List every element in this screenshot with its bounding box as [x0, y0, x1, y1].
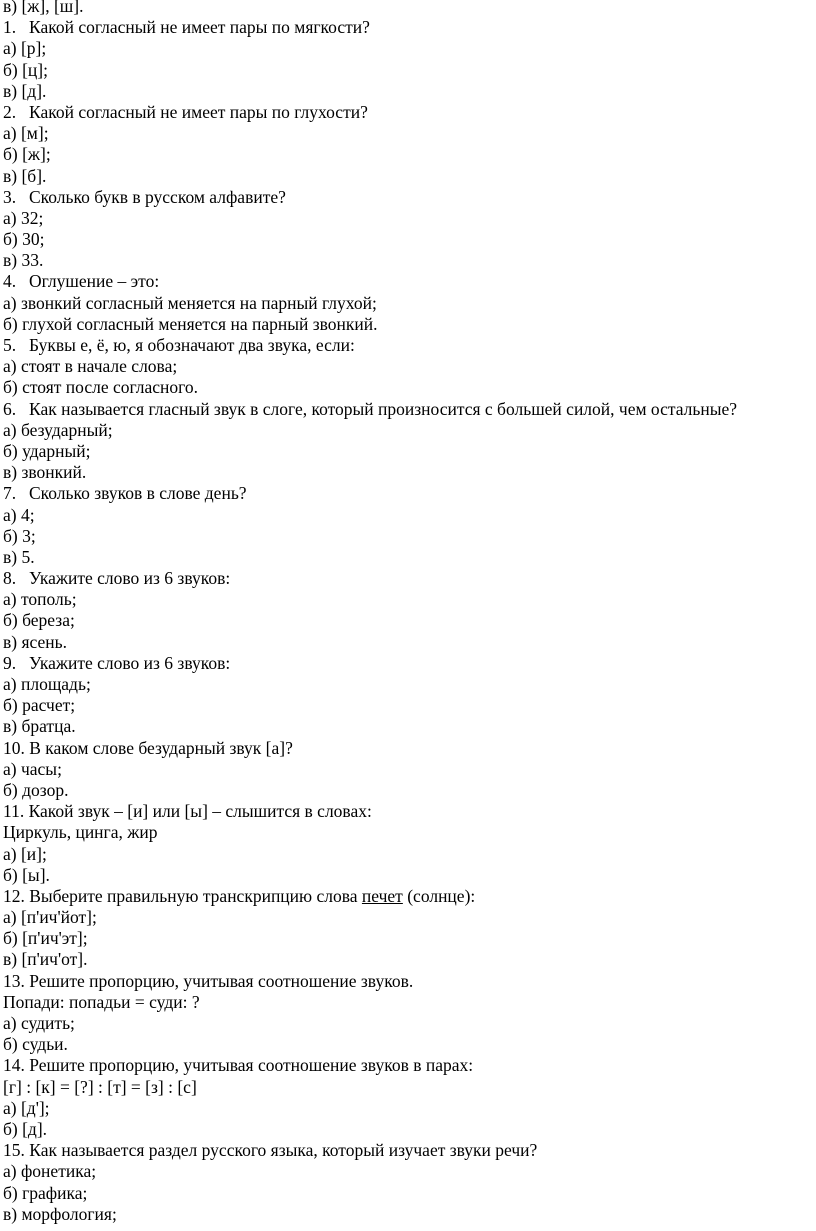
question-line [0, 568, 816, 589]
question-number: 1. [3, 17, 17, 38]
question-text: Какой согласный не имеет пары по глухости? [29, 101, 368, 122]
text-line: 15. Как называется раздел русского языка, который изучает звуки речи? [3, 1140, 538, 1161]
text-line: в) 33. [3, 250, 44, 271]
question-line [0, 102, 816, 123]
question-line [0, 483, 816, 504]
question-text: Укажите слово из 6 звуков: [29, 568, 231, 589]
question-line [0, 886, 816, 907]
text-line: в) звонкий. [3, 462, 87, 483]
question-text: 12. Выберите правильную транскрипцию слова [3, 885, 362, 906]
question-text-tail: (солнце): [402, 885, 476, 906]
text-line: а) 4; [3, 504, 35, 525]
text-line: Попади: попадьи = суди: ? [3, 991, 200, 1012]
text-line: б) стоят после согласного. [3, 377, 199, 398]
text-line: в) [п'ич'от]. [3, 949, 88, 970]
text-line: в) ясень. [3, 631, 67, 652]
question-text: Буквы е, ё, ю, я обозначают два звука, если: [29, 335, 355, 355]
question-number: 9. [3, 652, 17, 673]
text-line: б) [ж]; [3, 144, 51, 165]
question-line [0, 17, 816, 38]
text-line: а) судить; [3, 1013, 75, 1033]
text-line: а) [р]; [3, 38, 47, 59]
underlined-word: печет [361, 885, 403, 906]
question-line [0, 399, 816, 420]
text-line: б) судьи. [3, 1034, 68, 1055]
question-text: Какой согласный не имеет пары по мягкости? [29, 17, 370, 38]
text-line: б) [ы]. [3, 864, 50, 885]
text-line: Циркуль, цинга, жир [3, 822, 158, 843]
text-line: б) 3; [3, 525, 36, 546]
text-line: б) дозор. [3, 779, 69, 800]
question-text: Сколько букв в русском алфавите? [29, 186, 286, 207]
question-number: 5. [3, 335, 17, 355]
text-line: б) береза; [3, 610, 75, 631]
text-line: в) [б]. [3, 165, 47, 186]
question-number: 3. [3, 186, 17, 207]
text-line: а) площадь; [3, 674, 91, 694]
text-line: 14. Решите пропорцию, учитывая соотношение звуков в парах: [3, 1055, 474, 1076]
text-line: а) звонкий согласный меняется на парный глухой; [3, 292, 377, 313]
text-line: б) [п'ич'эт]; [3, 928, 88, 949]
text-line: 10. В каком слове безударный звук [а]? [3, 737, 293, 758]
text-line: б) расчет; [3, 695, 76, 716]
text-line: а) стоят в начале слова; [3, 356, 178, 377]
question-text: Укажите слово из 6 звуков: [29, 652, 231, 673]
text-line: б) графика; [3, 1182, 88, 1203]
question-number: 2. [3, 101, 17, 122]
text-line: [г] : [к] = [?] : [т] = [з] : [с] [3, 1076, 197, 1097]
text-line: б) 30; [3, 229, 45, 250]
question-line [0, 653, 816, 674]
question-line [0, 187, 816, 208]
question-line [0, 335, 816, 356]
question-text: Оглушение – это: [29, 271, 160, 292]
text-line: а) [и]; [3, 843, 47, 864]
text-line: в) [д]. [3, 80, 47, 101]
text-line: б) глухой согласный меняется на парный звонкий. [3, 313, 378, 334]
text-line: а) фонетика; [3, 1161, 97, 1182]
text-line: а) часы; [3, 758, 62, 779]
text-line: в) братца. [3, 716, 76, 737]
text-line: а) [м]; [3, 123, 49, 144]
text-line: а) 32; [3, 207, 44, 228]
text-line: б) [ц]; [3, 59, 48, 80]
text-line: в) 5. [3, 546, 35, 567]
question-number: 6. [3, 398, 17, 419]
text-line: 11. Какой звук – [и] или [ы] – слышится в словах: [3, 801, 372, 822]
text-line: а) [п'ич'йот]; [3, 907, 97, 928]
question-number: 8. [3, 568, 17, 589]
text-line: а) безударный; [3, 419, 113, 440]
question-line [0, 271, 816, 292]
text-line: б) ударный; [3, 440, 91, 461]
text-line: б) [д]. [3, 1118, 48, 1139]
text-line: 13. Решите пропорцию, учитывая соотношение звуков. [3, 970, 414, 991]
question-number: 4. [3, 271, 17, 292]
text-line: в) морфология; [3, 1203, 117, 1224]
text-line: а) [д']; [3, 1097, 50, 1118]
question-number: 7. [3, 483, 17, 504]
question-text: Как называется гласный звук в слоге, который произносится с большей силой, чем остальные? [29, 398, 738, 419]
text-line: в) [ж], [ш]. [3, 0, 84, 16]
text-line: а) тополь; [3, 589, 77, 610]
question-text: Сколько звуков в слове день? [29, 483, 247, 504]
